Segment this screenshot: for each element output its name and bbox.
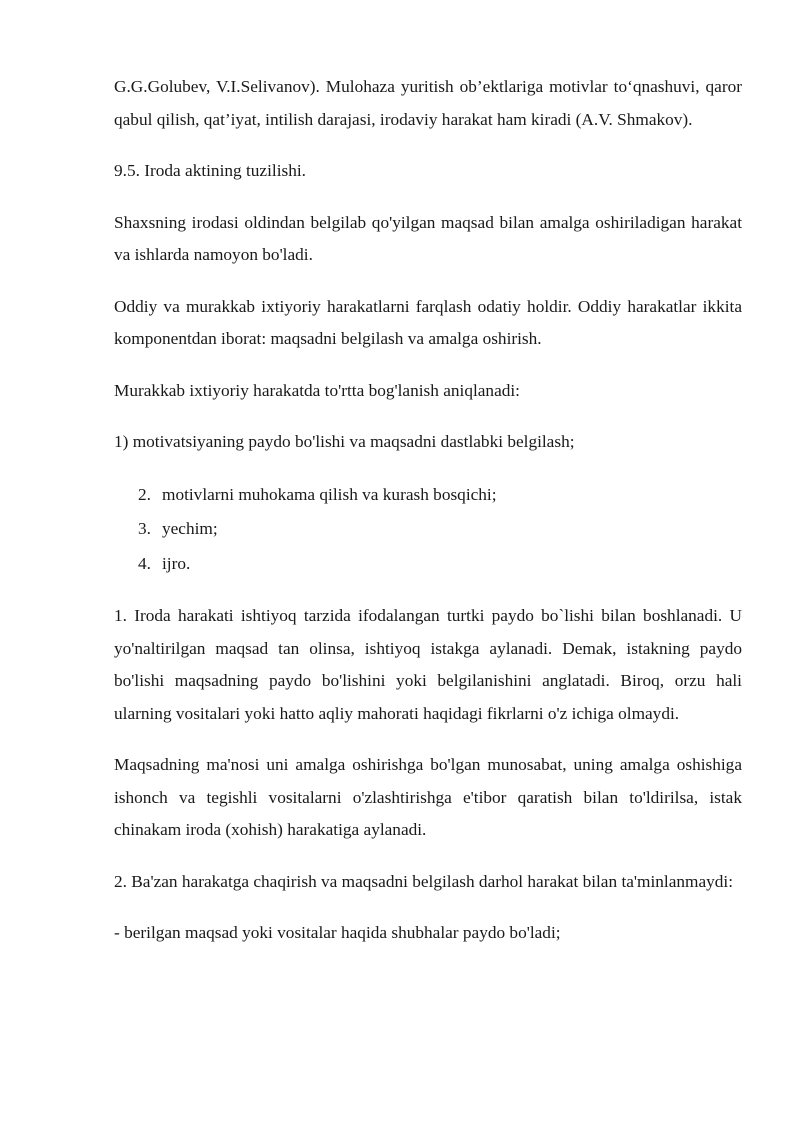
list-item-number: 2.	[138, 484, 151, 504]
document-body	[114, 71, 742, 969]
section-heading: 9.5. Iroda aktining tuzilishi.	[114, 161, 306, 180]
list-item-text: yechim;	[162, 519, 218, 538]
paragraph-doubts: - berilgan maqsad yoki vositalar haqida shubhalar paydo bo'ladi;	[114, 923, 561, 942]
list-item	[114, 478, 742, 513]
paragraph-call-to-action: 2. Ba'zan harakatga chaqirish va maqsadni belgilash darhol harakat bilan ta'minlanmaydi:	[114, 871, 734, 891]
list-item-number: 4.	[138, 553, 151, 573]
paragraph-four-links: Murakkab ixtiyoriy harakatda to'rtta bog'lanish aniqlanadi:	[114, 380, 520, 400]
list-item	[114, 547, 742, 582]
stages-list	[114, 478, 742, 582]
paragraph-simple-complex-actions: Oddiy va murakkab ixtiyoriy harakatlarni farqlash odatiy holdir. Oddiy harakatlar ikkita komponentdan iborat: maqsadni belgilash va amalga oshirish.	[114, 296, 742, 348]
paragraph-authors-continuation: G.G.Golubev, V.I.Selivanov). Mulohaza yuritish ob’ektlariga motivlar to‘qnashuvi, qaror qabul qilish, qat’iyat, intilish darajasi, irodaviy harakat ham kiradi (A.V. Shmakov).	[114, 77, 742, 129]
paragraph-first-stage: 1) motivatsiyaning paydo bo'lishi va maqsadni dastlabki belgilash;	[114, 432, 575, 451]
list-item-number: 3.	[138, 519, 151, 538]
list-item-text: motivlarni muhokama qilish va kurash bosqichi;	[162, 484, 497, 504]
paragraph-goal-meaning: Maqsadning ma'nosi uni amalga oshirishga bo'lgan munosabat, uning amalga oshishiga ishonch va tegishli vositalarni o'zlashtirishga e'tibor qaratish bilan to'ldirilsa, istak chinakam iroda (xohish) harakatiga aylanadi.	[114, 755, 742, 839]
paragraph-will-definition: Shaxsning irodasi oldindan belgilab qo'yilgan maqsad bilan amalga oshiriladigan harakat va ishlarda namoyon bo'ladi.	[114, 212, 742, 264]
list-item	[114, 512, 742, 547]
list-item-text: ijro.	[162, 553, 191, 573]
paragraph-desire-origin: 1. Iroda harakati ishtiyoq tarzida ifodalangan turtki paydo bo`lishi bilan boshlanadi. U yo'naltirilgan maqsad tan olinsa, ishtiyoq istakga aylanadi. Demak, istakning paydo bo'lishi maqsadning paydo bo'lishini yoki belgilanishini anglatadi. Biroq, orzu hali ularning vositalari yoki hatto aqliy mahorati haqidagi fikrlarni o'z ichiga olmaydi.	[114, 606, 742, 723]
